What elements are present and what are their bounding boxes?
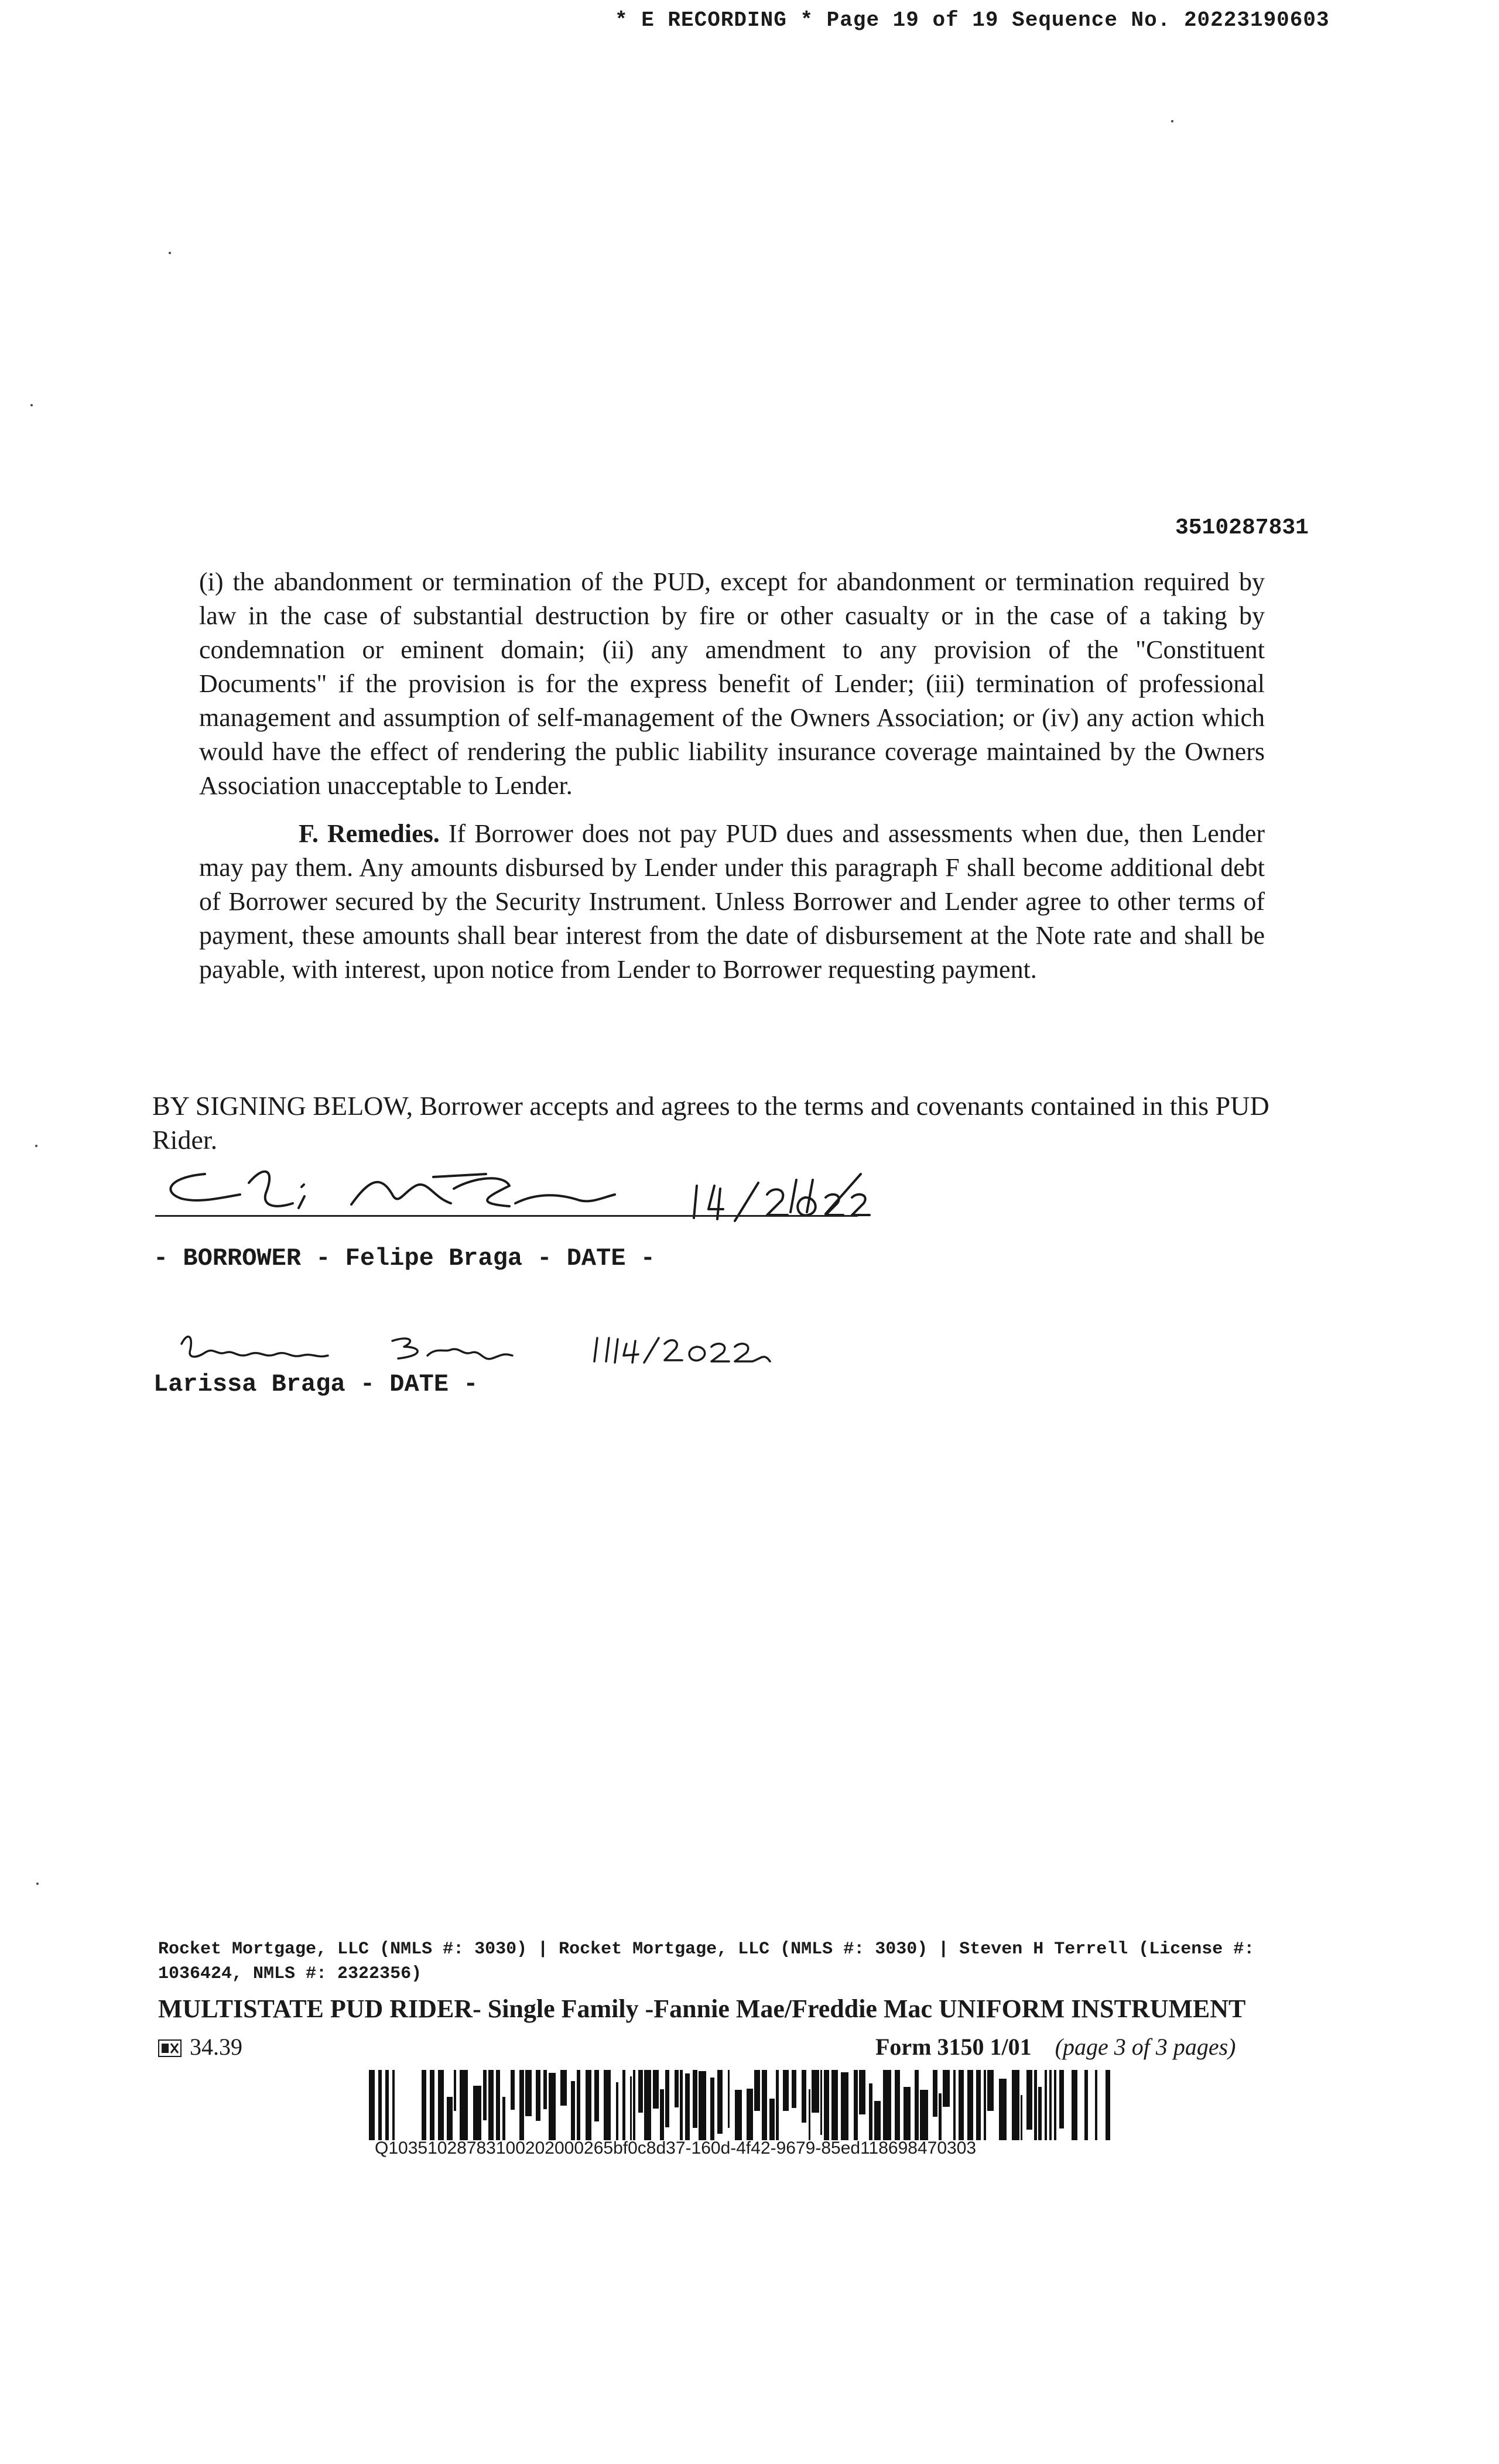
form-version	[158, 2033, 242, 2061]
lender-line: Rocket Mortgage, LLC (NMLS #: 3030) | Rocket Mortgage, LLC (NMLS #: 3030) | Steven H Terrell (License #: 1036424, NMLS #: 2322356)	[158, 1939, 1255, 1984]
scan-speck	[1171, 120, 1173, 122]
signature-line-1	[155, 1215, 858, 1217]
form-number: Form 3150 1/01	[875, 2034, 1032, 2060]
borrower-1-caption: - BORROWER - Felipe Braga - DATE -	[153, 1244, 655, 1272]
loan-number: 3510287831	[1175, 515, 1309, 540]
recording-header: * E RECORDING * Page 19 of 19 Sequence No. 20223190603	[615, 8, 1330, 32]
borrower-1-date-handwritten	[621, 1177, 890, 1224]
borrower-2-signature	[176, 1326, 820, 1367]
version-number: 34.39	[190, 2034, 242, 2060]
scan-speck	[30, 404, 33, 406]
scan-speck	[35, 1145, 37, 1147]
borrower-2-caption: Larissa Braga - DATE -	[153, 1370, 478, 1398]
barcode-text: Q10351028783100202000265bf0c8d37-160d-4f42-9679-85ed118698470303	[375, 2138, 977, 2158]
page-info: (page 3 of 3 pages)	[1055, 2034, 1236, 2060]
agreement-statement: BY SIGNING BELOW, Borrower accepts and agrees to the terms and covenants contained in this PUD Rider.	[152, 1091, 1269, 1155]
scan-speck	[169, 252, 171, 254]
remedies-heading: F. Remedies.	[299, 819, 440, 848]
document-barcode	[369, 2070, 1113, 2140]
remedies-text: If Borrower does not pay PUD dues and assessments when due, then Lender may pay them. Any amounts disbursed by Lender under this paragraph F shall become additional debt of Borrower secured by the Security Instrument. Unless Borrower and Lender agree to other terms of payment, these amounts shall bear interest from the date of disbursement at the Note rate and shall be payable, with interest, upon notice from Lender to Borrower requesting payment.	[199, 819, 1265, 984]
form-title: MULTISTATE PUD RIDER- Single Family -Fannie Mae/Freddie Mac UNIFORM INSTRUMENT	[158, 1994, 1246, 2023]
remedies-paragraph	[199, 817, 1265, 987]
form-logo-icon	[158, 2039, 182, 2057]
abandonment-paragraph: (i) the abandonment or termination of the PUD, except for abandonment or termination required by law in the case of substantial destruction by fire or other casualty or in the case of a taking by condemnation or eminent domain; (ii) any amendment to any provision of the "Constituent Documents" if the provision is for the express benefit of Lender; (iii) termination of professional management and assumption of self-management of the Owners Association; or (iv) any action which would have the effect of rendering the public liability insurance coverage maintained by the Owners Association unacceptable to Lender.	[199, 567, 1265, 800]
scan-speck	[36, 1883, 39, 1885]
form-number-line	[875, 2033, 1236, 2061]
